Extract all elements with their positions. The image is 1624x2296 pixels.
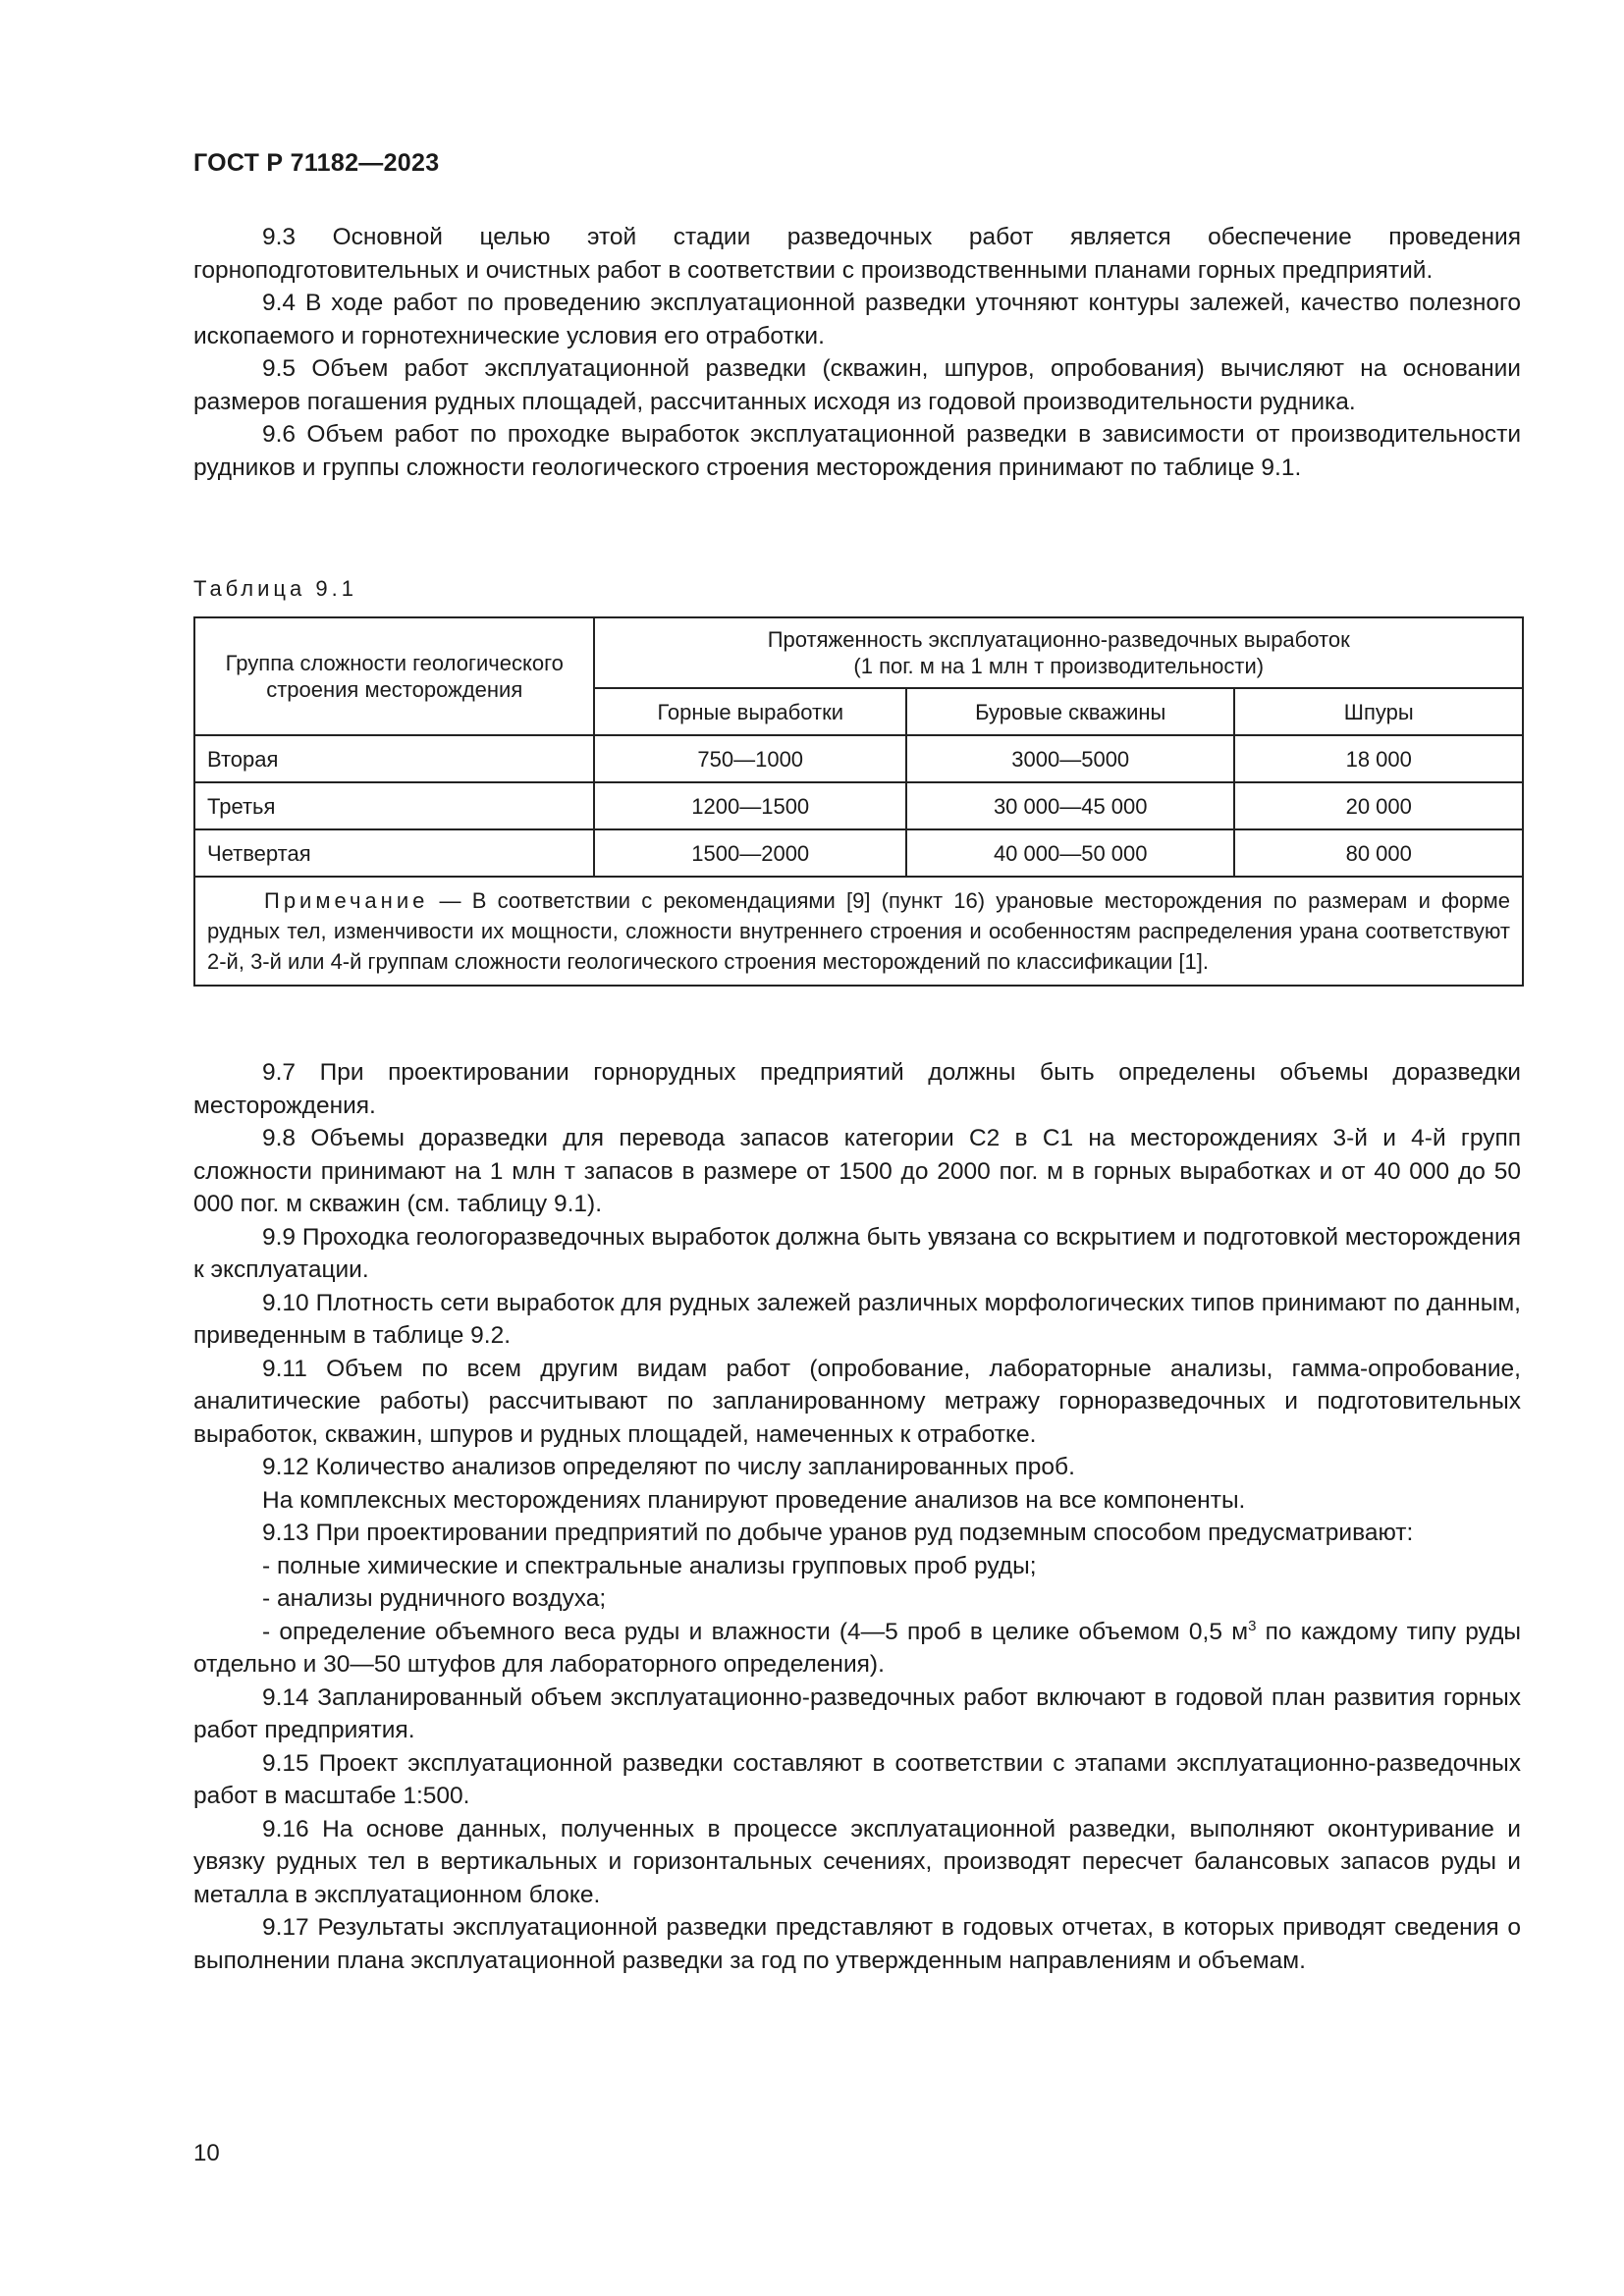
note-label: Примечание [264, 888, 429, 913]
intro-paragraphs [193, 221, 1521, 484]
cell-mine: 1500—2000 [594, 829, 906, 877]
paragraph-9-17: 9.17 Результаты эксплуатационной разведки представляют в годовых отчетах, в которых приводят сведения о выполнении плана эксплуатационной разведки за год по утвержденным направлениям и объемам. [193, 1914, 1521, 1974]
cell-holes: 80 000 [1234, 829, 1523, 877]
cell-holes: 20 000 [1234, 782, 1523, 829]
paragraph-9-5: 9.5 Объем работ эксплуатационной разведки (скважин, шпуров, опробования) вычисляют на основании размеров погашения рудных площадей, рассчитанных исходя из годовой производительности рудника. [193, 355, 1521, 415]
header-length-line2: (1 пог. м на 1 млн т производительности) [853, 654, 1265, 678]
paragraph-9-16: 9.16 На основе данных, полученных в процессе эксплуатационной разведки, выполняют оконтуривание и увязку рудных тел в вертикальных и горизонтальных сечениях, производят пересчет балансовых запасов руды и металла в эксплуатационном блоке. [193, 1815, 1521, 1908]
list-item [193, 1616, 1521, 1682]
cell-mine: 750—1000 [594, 735, 906, 782]
paragraph-9-4: 9.4 В ходе работ по проведению эксплуатационной разведки уточняют контуры залежей, качество полезного ископаемого и горнотехнические условия его отработки. [193, 290, 1521, 349]
paragraph-9-6: 9.6 Объем работ по проходке выработок эксплуатационной разведки в зависимости от производительности рудников и группы сложности геологического строения месторождения принимают по таблице 9.1. [193, 421, 1521, 481]
paragraph-9-12-b: На комплексных месторождениях планируют проведение анализов на все компоненты. [262, 1486, 1246, 1514]
cell-group: Четвертая [194, 829, 594, 877]
subheader-mine-workings: Горные выработки [594, 688, 906, 735]
table-9-1 [193, 616, 1524, 987]
paragraph-9-12: 9.12 Количество анализов определяют по числу запланированных проб. [262, 1454, 1075, 1480]
table-row [194, 735, 1523, 782]
paragraph-9-7: 9.7 При проектировании горнорудных предприятий должны быть определены объемы доразведки месторождения. [193, 1059, 1521, 1119]
superscript: 3 [1248, 1617, 1257, 1634]
table-caption: Таблица 9.1 [193, 576, 357, 601]
header-length-span [594, 617, 1523, 688]
list-item: - анализы рудничного воздуха; [262, 1585, 607, 1612]
paragraph-9-13: 9.13 При проектировании предприятий по добыче уранов руд подземным способом предусматривают: [262, 1520, 1414, 1546]
note-text: — В соответствии с рекомендациями [9] (пункт 16) урановые месторождения по размерам и форме рудных тел, изменчивости их мощности, сложности внутреннего строения и особенностям распределения урана соответствуют 2-й, 3-й или 4-й группам сложности геологического строения месторождений по классификации [1]. [207, 888, 1510, 974]
cell-holes: 18 000 [1234, 735, 1523, 782]
header-complexity-group: Группа сложности геологического строения месторождения [194, 617, 594, 735]
list-item: - полные химические и спектральные анализы групповых проб руды; [262, 1552, 1037, 1579]
table-row [194, 829, 1523, 877]
table-row [194, 782, 1523, 829]
document-header: ГОСТ Р 71182—2023 [193, 149, 440, 177]
paragraph-9-3: 9.3 Основной целью этой стадии разведочных работ является обеспечение проведения горноподготовительных и очистных работ в соответствии с производственными планами горных предприятий. [193, 224, 1521, 284]
cell-drill: 40 000—50 000 [906, 829, 1234, 877]
cell-mine: 1200—1500 [594, 782, 906, 829]
paragraph-9-8: 9.8 Объемы доразведки для перевода запасов категории С2 в С1 на месторождениях 3-й и 4-й групп сложности принимают на 1 млн т запасов в размере от 1500 до 2000 пог. м в горных выработках и от 40 000 до 50 000 пог. м скважин (см. таблицу 9.1). [193, 1125, 1521, 1217]
paragraph-9-14: 9.14 Запланированный объем эксплуатационно-разведочных работ включают в годовой план развития горных работ предприятия. [193, 1683, 1521, 1743]
cell-group: Вторая [194, 735, 594, 782]
cell-drill: 30 000—45 000 [906, 782, 1234, 829]
subheader-blastholes: Шпуры [1234, 688, 1523, 735]
paragraph-9-11: 9.11 Объем по всем другим видам работ (опробование, лабораторные анализы, гамма-опробование, аналитические работы) рассчитывают по запланированному метражу горноразведочных и подготовительных выработок, скважин, шпуров и рудных площадей, намеченных к отработке. [193, 1355, 1521, 1448]
list-item-text-cont: по каждому типу руды отдельно и 30—50 штуфов для лабораторного определения). [193, 1618, 1521, 1678]
page-number: 10 [193, 2140, 220, 2166]
list-item-text: - определение объемного веса руды и влажности (4—5 проб в целике объемом 0,5 м [262, 1618, 1249, 1645]
paragraph-9-10: 9.10 Плотность сети выработок для рудных залежей различных морфологических типов принимают по данным, приведенным в таблице 9.2. [193, 1289, 1521, 1349]
table-note [194, 877, 1523, 986]
main-paragraphs [193, 1056, 1521, 1977]
subheader-boreholes: Буровые скважины [906, 688, 1234, 735]
cell-drill: 3000—5000 [906, 735, 1234, 782]
paragraph-9-15: 9.15 Проект эксплуатационной разведки составляют в соответствии с этапами эксплуатационно-разведочных работ в масштабе 1:500. [193, 1749, 1521, 1809]
paragraph-9-9: 9.9 Проходка геологоразведочных выработок должна быть увязана со вскрытием и подготовкой месторождения к эксплуатации. [193, 1223, 1521, 1283]
header-length-line1: Протяженность эксплуатационно-разведочных выработок [767, 627, 1350, 652]
cell-group: Третья [194, 782, 594, 829]
